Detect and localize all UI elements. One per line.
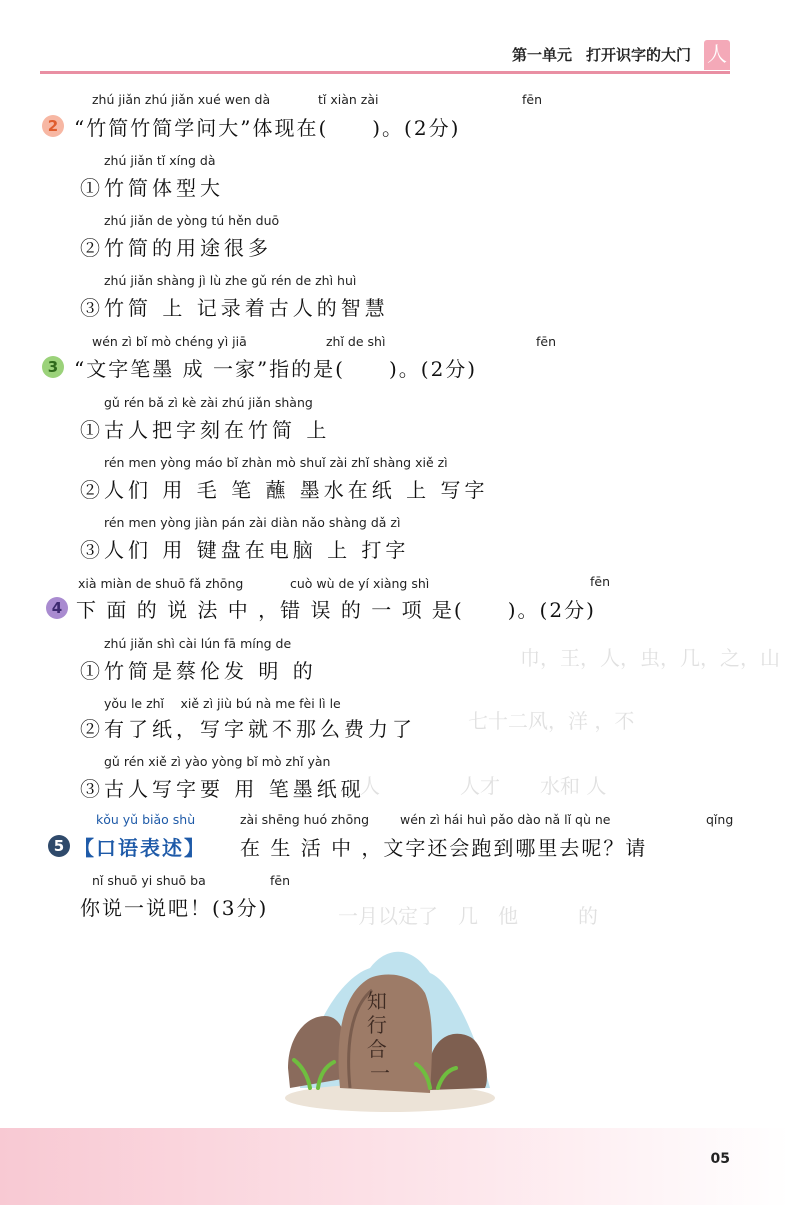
q5-pinyin-c: qǐng xyxy=(706,812,734,827)
q4-opt3-pinyin: gǔ rén xiě zì yào yòng bǐ mò zhǐ yàn xyxy=(104,754,331,769)
q2-opt1-pinyin: zhú jiǎn tǐ xíng dà xyxy=(104,153,216,168)
faded-handwriting: 人 人才 水和 人 xyxy=(360,774,607,798)
q4-option-1[interactable]: ①竹简是蔡伦发 明 的 xyxy=(80,659,317,683)
q4-opt1-pinyin: zhú jiǎn shì cài lún fā míng de xyxy=(104,636,292,651)
q4-option-3[interactable]: ③古人写字要 用 笔墨纸砚 xyxy=(80,777,365,801)
q2-pinyin-b: tǐ xiàn zài xyxy=(318,92,379,107)
question-3-number: 3 xyxy=(42,356,64,378)
q2-option-1[interactable]: ①竹简体型大 xyxy=(80,176,224,200)
q4-opt2-pinyin: yǒu le zhǐ xiě zì jiù bú nà me fèi lì le xyxy=(104,696,341,711)
q2-opt2-pinyin: zhú jiǎn de yòng tú hěn duō xyxy=(104,213,280,228)
q3-option-1[interactable]: ①古人把字刻在竹简 上 xyxy=(80,418,331,442)
header-divider xyxy=(40,71,730,74)
unit-header xyxy=(512,44,691,65)
q2-option-3[interactable]: ③竹简 上 记录着古人的智慧 xyxy=(80,296,389,320)
faded-handwriting: 巾，王，人，虫，几，之，山 xyxy=(520,646,780,670)
question-5-number: 5 xyxy=(48,835,70,857)
q5-question-line2: 你说一说吧！(3分) xyxy=(80,896,269,920)
q3-option-3[interactable]: ③人们 用 键盘在电脑 上 打字 xyxy=(80,538,410,562)
unit-badge: 人 xyxy=(704,40,730,70)
q3-opt1-pinyin: gǔ rén bǎ zì kè zài zhú jiǎn shàng xyxy=(104,395,313,410)
q5-line2-pinyin-a: nǐ shuō yi shuō ba xyxy=(92,873,206,888)
q5-label: 【口语表述】 xyxy=(74,836,206,860)
q2-opt3-pinyin: zhú jiǎn shàng jì lù zhe gǔ rén de zhì huì xyxy=(104,273,357,288)
q4-option-2[interactable]: ②有了纸，写字就不那么费力了 xyxy=(80,717,416,741)
q2-option-2[interactable]: ②竹简的用途很多 xyxy=(80,236,272,260)
q5-pinyin-b: wén zì hái huì pǎo dào nǎ lǐ qù ne xyxy=(400,812,611,827)
q3-pinyin-b: zhǐ de shì xyxy=(326,334,386,349)
q3-question: “文字笔墨 成 一家”指的是( )。(2分) xyxy=(74,357,478,381)
unit-title: 打开识字的大门 xyxy=(586,46,692,64)
page-number: 05 xyxy=(710,1151,730,1167)
stone-inscription: 知 行 合 一 xyxy=(366,989,390,1085)
q4-pinyin-c: fēn xyxy=(590,574,611,589)
q2-question: “竹简竹简学问大”体现在( )。(2分) xyxy=(74,116,461,140)
unit-label: 第一单元 xyxy=(512,46,573,64)
faded-handwriting: 七十二风，洋 ，不 xyxy=(468,709,635,733)
q2-pinyin-c: fēn xyxy=(522,92,543,107)
q3-pinyin-a: wén zì bǐ mò chéng yì jiā xyxy=(92,334,247,349)
q4-question: 下 面 的 说 法 中 ，错 误 的 一 项 是( )。(2分) xyxy=(76,598,596,622)
q5-pinyin-a: zài shēng huó zhōng xyxy=(240,812,370,827)
q3-option-2[interactable]: ②人们 用 毛 笔 蘸 墨水在纸 上 写字 xyxy=(80,478,489,502)
question-4-number: 4 xyxy=(46,597,68,619)
q3-opt3-pinyin: rén men yòng jiàn pán zài diàn nǎo shàng dǎ zì xyxy=(104,515,401,530)
q5-line2-pinyin-b: fēn xyxy=(270,873,291,888)
footer-band xyxy=(0,1128,790,1205)
question-2-number: 2 xyxy=(42,115,64,137)
q5-label-pinyin: kǒu yǔ biǎo shù xyxy=(96,812,196,827)
q2-pinyin-a: zhú jiǎn zhú jiǎn xué wen dà xyxy=(92,92,271,107)
q3-opt2-pinyin: rén men yòng máo bǐ zhàn mò shuǐ zài zhǐ shàng xiě zì xyxy=(104,455,448,470)
q3-pinyin-c: fēn xyxy=(536,334,557,349)
faded-handwriting: 一月以定了 几 他 的 xyxy=(338,904,598,928)
stone-illustration xyxy=(280,938,495,1113)
q4-pinyin-b: cuò wù de yí xiàng shì xyxy=(290,576,430,591)
q5-question: 在 生 活 中 ，文字还会跑到哪里去呢？请 xyxy=(240,836,648,860)
q4-pinyin-a: xià miàn de shuō fǎ zhōng xyxy=(78,576,244,591)
